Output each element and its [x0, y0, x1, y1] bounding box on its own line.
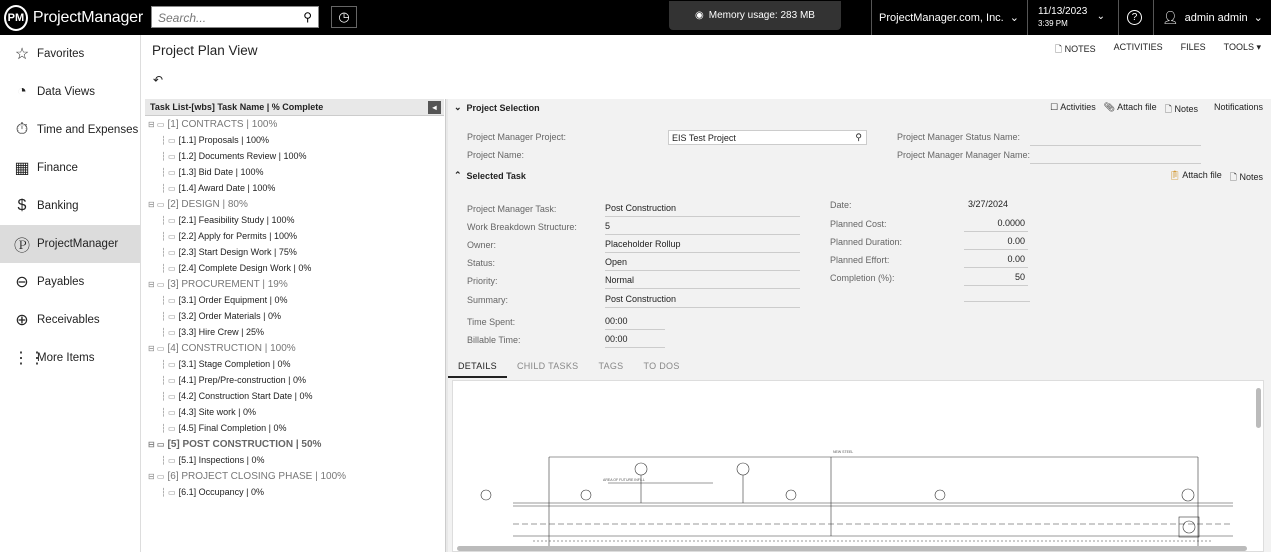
task-icon: ┆ ▭ [161, 151, 176, 161]
sidebar-item-label: Finance [37, 162, 78, 174]
calculator-icon: ▦ [14, 160, 30, 177]
app-logo[interactable] [0, 0, 143, 35]
status-name-field[interactable] [1030, 132, 1201, 146]
blueprint-annotation: NEW STEEL [833, 450, 854, 454]
task-icon: ┆ ▭ [161, 215, 176, 225]
tools-button[interactable]: TOOLS ▾ [1223, 42, 1261, 52]
task-field-value[interactable]: Open [605, 257, 800, 271]
task-field-value: 3/27/2024 [968, 199, 1009, 209]
project-name-label: Project Name: [467, 150, 525, 160]
tree-row-label: [3.1] Stage Completion | 0% [178, 359, 291, 369]
task-field-value[interactable]: Placeholder Rollup [605, 239, 800, 253]
tree-row-label: [3] PROCUREMENT | 19% [167, 278, 288, 290]
tree-task-row[interactable] [145, 324, 444, 340]
plus-circle-icon: ⊕ [15, 312, 29, 329]
attach-file-link[interactable]: 📎︎ Attach file [1103, 102, 1157, 112]
tree-task-row[interactable] [145, 452, 444, 468]
collapse-toggle-icon[interactable]: ⊟ ▭ [148, 119, 165, 129]
sidebar-item-more-items[interactable] [0, 339, 140, 377]
brand-name: ProjectManager [32, 8, 143, 26]
tree-row-label: [2.3] Start Design Work | 75% [178, 247, 297, 257]
sidebar-item-projectmanager[interactable] [0, 225, 140, 263]
tree-row-label: [2.2] Apply for Permits | 100% [178, 231, 298, 241]
user-icon: 👤︎ [1162, 9, 1179, 25]
task-field-label: Work Breakdown Structure: [467, 222, 577, 232]
tree-task-row[interactable] [145, 260, 444, 276]
tree-task-row[interactable] [145, 244, 444, 260]
horizontal-scrollbar[interactable] [457, 546, 1247, 551]
page-title: Project Plan View [152, 43, 258, 58]
tree-task-row[interactable] [145, 148, 444, 164]
tree-task-row[interactable] [145, 356, 444, 372]
business-date: 11/13/2023 [1038, 5, 1088, 17]
tree-row-label: [3.1] Order Equipment | 0% [178, 295, 288, 305]
sidebar-item-label: Receivables [37, 314, 100, 326]
task-field-value[interactable]: 5 [605, 221, 800, 235]
stopwatch-icon: ⏱ [15, 121, 29, 138]
undo-icon[interactable]: ↶ [153, 73, 164, 87]
task-icon: ┆ ▭ [161, 247, 176, 257]
divider [964, 301, 1030, 302]
tree-task-row[interactable] [145, 388, 444, 404]
tab-tags[interactable]: TAGS [598, 361, 624, 371]
collapse-toggle-icon[interactable]: ⊟ ▭ [148, 471, 165, 481]
user-name: admin admin [1184, 11, 1248, 24]
tree-task-row[interactable] [145, 308, 444, 324]
chevron-down-icon: ⌄ [454, 102, 462, 112]
sidebar-item-label: Favorites [37, 48, 85, 60]
tree-task-row[interactable] [145, 228, 444, 244]
minus-circle-icon: ⊖ [15, 274, 29, 291]
task-field-label: Planned Duration: [830, 237, 903, 247]
tree-task-row[interactable] [145, 164, 444, 180]
tree-row-label: [4.5] Final Completion | 0% [178, 423, 287, 433]
memory-usage-indicator [669, 1, 841, 30]
tree-row-label: [6] PROJECT CLOSING PHASE | 100% [167, 470, 347, 482]
task-icon: ┆ ▭ [161, 359, 176, 369]
collapse-toggle-icon[interactable]: ⊟ ▭ [148, 199, 165, 209]
pie-chart-icon: ◔ [17, 83, 27, 100]
history-button[interactable] [331, 6, 357, 28]
task-tree [145, 99, 444, 552]
tree-phase-row[interactable] [145, 196, 444, 212]
tree-row-label: [3.2] Order Materials | 0% [178, 311, 281, 321]
task-field-value[interactable]: Post Construction [605, 203, 800, 217]
sidebar [0, 35, 141, 552]
search-placeholder: Search... [158, 11, 207, 25]
dollar-icon: $ [17, 197, 27, 214]
sidebar-item-label: Banking [37, 200, 79, 212]
tree-phase-row[interactable] [145, 436, 444, 452]
tree-phase-row[interactable] [145, 276, 444, 292]
tree-row-label: [4.2] Construction Start Date | 0% [178, 391, 313, 401]
task-icon: ┆ ▭ [161, 295, 176, 305]
help-icon: ? [1127, 10, 1142, 25]
activities-link[interactable]: ☐ Activities [1050, 102, 1096, 112]
notes-button[interactable]: 🗋︎ NOTES [1054, 44, 1096, 54]
tree-task-row[interactable] [145, 372, 444, 388]
clock-icon: ◷ [338, 9, 350, 24]
activities-button[interactable]: ACTIVITIES [1113, 42, 1163, 52]
tenant-name: ProjectManager.com, Inc. [879, 11, 1004, 24]
tab-details[interactable]: DETAILS [448, 356, 507, 378]
task-icon: ┆ ▭ [161, 487, 176, 497]
task-field-label: Planned Effort: [830, 255, 890, 265]
user-menu[interactable] [1153, 0, 1271, 35]
project-selection-header[interactable] [448, 99, 1271, 116]
task-icon: ┆ ▭ [161, 423, 176, 433]
search-input[interactable] [151, 6, 319, 28]
selected-task-title: Selected Task [466, 170, 526, 181]
tree-row-label: [1.3] Bid Date | 100% [178, 167, 264, 177]
collapse-panel-button[interactable]: ◂ [428, 101, 441, 114]
sidebar-item-label: Time and Expenses [37, 124, 139, 136]
task-field-value[interactable]: 00:00 [605, 334, 665, 348]
task-field-label: Completion (%): [830, 273, 895, 283]
task-icon: ┆ ▭ [161, 407, 176, 417]
task-icon: ┆ ▭ [161, 391, 176, 401]
task-field-value[interactable]: Post Construction [605, 294, 800, 308]
task-icon: ┆ ▭ [161, 263, 176, 273]
status-name-label: Project Manager Status Name: [897, 132, 1021, 142]
project-label: Project Manager Project: [467, 132, 567, 142]
task-field-value[interactable]: 0.0000 [964, 218, 1028, 232]
task-field-value[interactable]: 50 [964, 272, 1028, 286]
tree-task-row[interactable] [145, 420, 444, 436]
tree-row-label: [2] DESIGN | 80% [167, 198, 248, 210]
sidebar-item-receivables[interactable] [0, 301, 140, 339]
tree-task-row[interactable] [145, 180, 444, 196]
project-selection-title: Project Selection [466, 102, 540, 113]
sidebar-item-time-and-expenses[interactable] [0, 111, 140, 149]
collapse-toggle-icon[interactable]: ⊟ ▭ [148, 439, 165, 449]
tree-phase-row[interactable] [145, 468, 444, 484]
tree-task-row[interactable] [145, 404, 444, 420]
tree-row-label: [2.1] Feasibility Study | 100% [178, 215, 295, 225]
tree-task-row[interactable] [145, 132, 444, 148]
tree-phase-row[interactable] [145, 116, 444, 132]
task-field-value[interactable]: 0.00 [964, 254, 1028, 268]
task-field-label: Project Manager Task: [467, 204, 557, 214]
task-field-label: Priority: [467, 276, 498, 286]
collapse-toggle-icon[interactable]: ⊟ ▭ [148, 343, 165, 353]
business-time: 3:39 PM [1038, 18, 1068, 28]
sidebar-item-banking[interactable] [0, 187, 140, 225]
project-value: EIS Test Project [672, 133, 736, 143]
tab-to-dos[interactable]: TO DOS [643, 361, 680, 371]
task-icon: ┆ ▭ [161, 455, 176, 465]
top-bar [0, 0, 1271, 35]
notifications-link[interactable]: Notifications [1213, 102, 1263, 112]
tree-task-row[interactable] [145, 212, 444, 228]
tree-row-label: [3.3] Hire Crew | 25% [178, 327, 264, 337]
sidebar-item-label: More Items [37, 352, 95, 364]
sidebar-item-favorites[interactable] [0, 35, 140, 73]
task-field-label: Date: [830, 200, 852, 210]
star-icon: ☆ [14, 46, 30, 63]
task-field-label: Status: [467, 258, 496, 268]
business-date-selector[interactable] [1027, 0, 1115, 35]
task-field-value[interactable]: 00:00 [605, 316, 665, 330]
chevron-down-icon: ⌄ [1253, 12, 1263, 24]
tree-row-label: [4] CONSTRUCTION | 100% [167, 342, 296, 354]
tree-row-label: [1] CONTRACTS | 100% [167, 118, 278, 130]
tree-row-label: [5] POST CONSTRUCTION | 50% [167, 438, 322, 450]
chevron-down-icon: ⌄ [1009, 12, 1019, 24]
tenant-selector[interactable] [871, 0, 1026, 35]
blueprint-image [453, 391, 1243, 551]
tree-header-label: Task List-[wbs] Task Name | % Complete [150, 102, 324, 112]
tree-row-label: [6.1] Occupancy | 0% [178, 487, 264, 497]
pm-logo-icon: PM [4, 5, 28, 31]
tree-row-label: [1.2] Documents Review | 100% [178, 151, 307, 161]
tree-row-label: [2.4] Complete Design Work | 0% [178, 263, 312, 273]
pm-icon: Ⓟ [13, 237, 30, 255]
task-icon: ┆ ▭ [161, 167, 176, 177]
notes-link[interactable]: 🗋︎ Notes [1229, 172, 1263, 182]
tab-child-tasks[interactable]: CHILD TASKS [516, 361, 579, 371]
memory-icon: ◉ [695, 10, 704, 21]
tree-header [145, 99, 444, 116]
tree-phase-row[interactable] [145, 340, 444, 356]
files-button[interactable]: FILES [1180, 42, 1206, 52]
attach-file-link[interactable]: 📋︎ Attach file [1168, 170, 1222, 180]
sidebar-item-label: ProjectManager [37, 238, 119, 250]
manager-name-field[interactable] [1030, 150, 1201, 164]
tree-row-label: [1.1] Proposals | 100% [178, 135, 270, 145]
tree-row-label: [4.1] Prep/Pre-construction | 0% [178, 375, 307, 385]
sidebar-item-finance[interactable] [0, 149, 140, 187]
search-icon[interactable]: ⚲ [855, 132, 862, 142]
vertical-scrollbar[interactable] [1256, 388, 1261, 428]
task-field-label: Summary: [467, 295, 509, 305]
tab-bar [448, 356, 1271, 378]
task-icon: ┆ ▭ [161, 135, 176, 145]
chevron-down-icon: ⌄ [1096, 11, 1105, 22]
notes-link[interactable]: 🗋︎ Notes [1164, 104, 1198, 114]
task-field-label: Owner: [467, 240, 497, 250]
task-field-label: Billable Time: [467, 335, 521, 345]
task-field-value[interactable]: 0.00 [964, 236, 1028, 250]
task-icon: ┆ ▭ [161, 327, 176, 337]
help-button[interactable] [1118, 0, 1150, 35]
task-icon: ┆ ▭ [161, 183, 176, 193]
collapse-toggle-icon[interactable]: ⊟ ▭ [148, 279, 165, 289]
task-field-label: Time Spent: [467, 317, 516, 327]
task-icon: ┆ ▭ [161, 311, 176, 321]
project-selector[interactable] [668, 130, 867, 145]
dots-grid-icon: ⋮⋮ [13, 350, 45, 367]
task-icon: ┆ ▭ [161, 231, 176, 241]
task-field-value[interactable]: Normal [605, 275, 800, 289]
chevron-up-icon: ⌃ [454, 170, 462, 180]
drawing-preview[interactable] [452, 380, 1264, 552]
task-icon: ┆ ▭ [161, 375, 176, 385]
sidebar-item-payables[interactable] [0, 263, 140, 301]
sidebar-item-label: Data Views [37, 86, 95, 98]
blueprint-annotation: AREA OF FUTURE INFILL [603, 478, 645, 482]
tree-task-row[interactable] [145, 292, 444, 308]
page-actions [1055, 42, 1261, 58]
tree-task-row[interactable] [145, 484, 444, 500]
sidebar-item-data-views[interactable] [0, 73, 140, 111]
tree-row-label: [5.1] Inspections | 0% [178, 455, 265, 465]
selected-task-header[interactable] [448, 167, 1271, 184]
search-icon[interactable]: ⚲ [303, 10, 312, 24]
tree-row-label: [1.4] Award Date | 100% [178, 183, 276, 193]
manager-name-label: Project Manager Manager Name: [897, 150, 1031, 160]
details-panel [448, 99, 1271, 552]
task-field-label: Planned Cost: [830, 219, 887, 229]
tree-row-label: [4.3] Site work | 0% [178, 407, 256, 417]
sidebar-item-label: Payables [37, 276, 85, 288]
memory-usage-text: Memory usage: 283 MB [708, 10, 815, 21]
